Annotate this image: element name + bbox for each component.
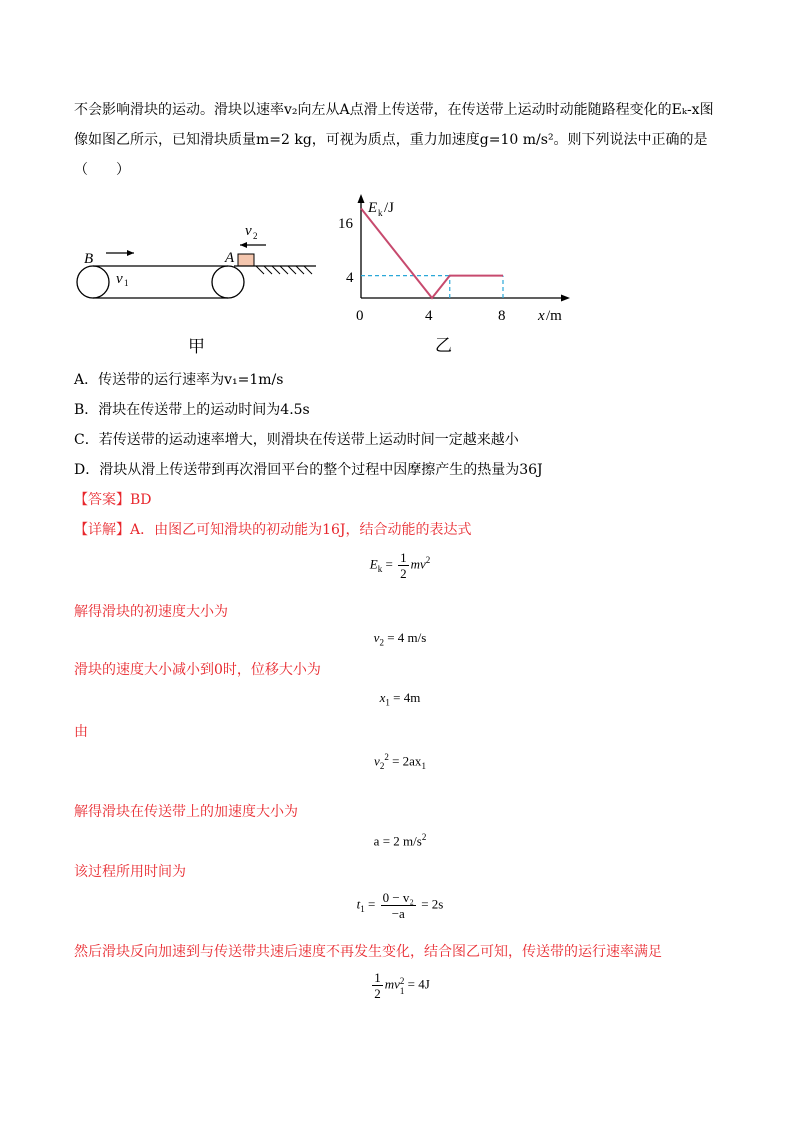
eq6-sub: 1 — [360, 904, 365, 915]
detail-t1: 解得滑块的初速度大小为 — [74, 604, 228, 620]
label-v1: v — [116, 271, 123, 287]
equation-ek — [0, 550, 800, 581]
eq4-rhs: = 2ax — [388, 753, 422, 769]
eq2-rhs: = 4 m/s — [383, 630, 427, 645]
eq4-sup: 2 — [384, 752, 389, 762]
eq1-den: 2 — [400, 566, 407, 581]
eq6-num: 0 − v₂ — [382, 890, 414, 905]
eq7-sup: 2 — [399, 975, 405, 986]
left-pulley — [77, 266, 109, 298]
figure-jia — [70, 215, 330, 360]
equation-x1 — [0, 690, 800, 708]
eq3-rhs: = 4m — [389, 690, 421, 705]
figure-yi-chart — [330, 190, 590, 360]
tick-x-4: 4 — [425, 308, 433, 324]
tick-x-0: 0 — [356, 308, 364, 324]
eq3-sub: 1 — [385, 697, 390, 708]
y-label-E: E — [368, 200, 378, 216]
label-v1-sub: 1 — [124, 278, 129, 288]
detail-t2: 滑块的速度大小减小到0时，位移大小为 — [74, 662, 321, 678]
detail-t4: 解得滑块在传送带上的加速度大小为 — [74, 804, 298, 820]
y-label-unit: /J — [384, 200, 395, 216]
eq6-lhs: t — [356, 896, 361, 912]
right-pulley — [212, 266, 244, 298]
x-label: x — [538, 308, 545, 324]
eq7-rhs: = 4J — [404, 976, 430, 992]
eq5-sup: 2 — [421, 832, 427, 842]
label-v2: v — [245, 223, 252, 239]
dashed-guides — [361, 276, 503, 298]
eq1-sup: 2 — [425, 555, 431, 566]
eq7-num: 1 — [374, 970, 381, 985]
caption-jia: 甲 — [188, 337, 205, 356]
eq2-sub: 2 — [379, 637, 384, 648]
y-label-sub: k — [378, 208, 383, 218]
eq6-frac — [381, 890, 416, 921]
question-line-1: 不会影响滑块的运动。滑块以速率v₂向左从A点滑上传送带，在传送带上运动时动能随路程变化的Eₖ-x图 — [74, 102, 714, 118]
option-A: A．传送带的运行速率为v₁=1m/s — [74, 372, 284, 388]
equation-v2 — [0, 630, 800, 648]
eq4-rsub: 1 — [421, 760, 426, 771]
equation-a — [0, 832, 800, 849]
label-B: B — [84, 251, 94, 267]
eq7-mid: mv — [384, 976, 400, 992]
option-D: D．滑块从滑上传送带到再次滑回平台的整个过程中因摩擦产生的热量为36J — [74, 462, 543, 478]
eq6-den: −a — [391, 906, 405, 921]
x-axis-arrow — [561, 295, 570, 302]
x-label-unit: /m — [546, 308, 562, 324]
option-B: B．滑块在传送带上的运动时间为4.5s — [74, 402, 310, 418]
eq7-frac — [372, 970, 383, 1001]
eq1-rhs: mv — [410, 556, 426, 572]
question-line-2: 像如图乙所示，已知滑块质量m=2 kg，可视为质点，重力加速度g=10 m/s²。则下列说法中正确的是 — [74, 132, 708, 148]
eq3-lhs: x — [379, 690, 386, 705]
ek-x-line-0 — [361, 208, 503, 298]
caption-yi: 乙 — [435, 336, 452, 355]
eq5-text: a = 2 m/s — [373, 833, 422, 849]
label-A: A — [225, 250, 235, 266]
slider-block — [238, 254, 254, 266]
eq1-sub: k — [377, 564, 383, 575]
eq7-den: 2 — [374, 986, 381, 1001]
equation-kinematics — [0, 752, 800, 771]
tick-y-16: 16 — [338, 216, 353, 232]
tick-x-8: 8 — [498, 308, 506, 324]
eq4-lhs: v — [374, 753, 380, 769]
eq1-equals: = — [382, 556, 397, 572]
label-v2-sub: 2 — [253, 231, 258, 241]
y-axis-arrow — [358, 194, 365, 203]
platform-hatching — [256, 266, 312, 274]
eq4-sub: 2 — [379, 760, 385, 771]
tick-y-4: 4 — [346, 270, 354, 286]
detail-t3: 由 — [74, 724, 88, 740]
equation-belt-speed — [0, 970, 800, 1001]
question-paren: （ ） — [74, 162, 130, 178]
v2-arrow-head — [240, 242, 247, 248]
eq6-rhs: = 2s — [417, 896, 444, 912]
eq1-lhs: E — [369, 556, 378, 572]
detail-t6: 然后滑块反向加速到与传送带共速后速度不再发生变化，结合图乙可知，传送带的运行速率满足 — [74, 944, 662, 960]
answer: 【答案】BD — [74, 492, 152, 508]
v1-arrow-head — [127, 250, 134, 256]
detail-t5: 该过程所用时间为 — [74, 864, 186, 880]
equation-t1: $t_1$ = $\frac{\text{0 − v₂}}{-a}$ = 2s — [356, 890, 444, 921]
detail-intro: 【详解】A．由图乙可知滑块的初动能为16J，结合动能的表达式 — [74, 522, 472, 538]
option-C: C．若传送带的运动速率增大，则滑块在传送带上运动时间一定越来越小 — [74, 432, 519, 448]
eq1-num: 1 — [400, 550, 407, 565]
series — [361, 208, 503, 298]
eq7-sub: 1 — [399, 985, 405, 996]
eq2-lhs: v — [373, 630, 380, 645]
eq1-frac — [398, 550, 409, 581]
